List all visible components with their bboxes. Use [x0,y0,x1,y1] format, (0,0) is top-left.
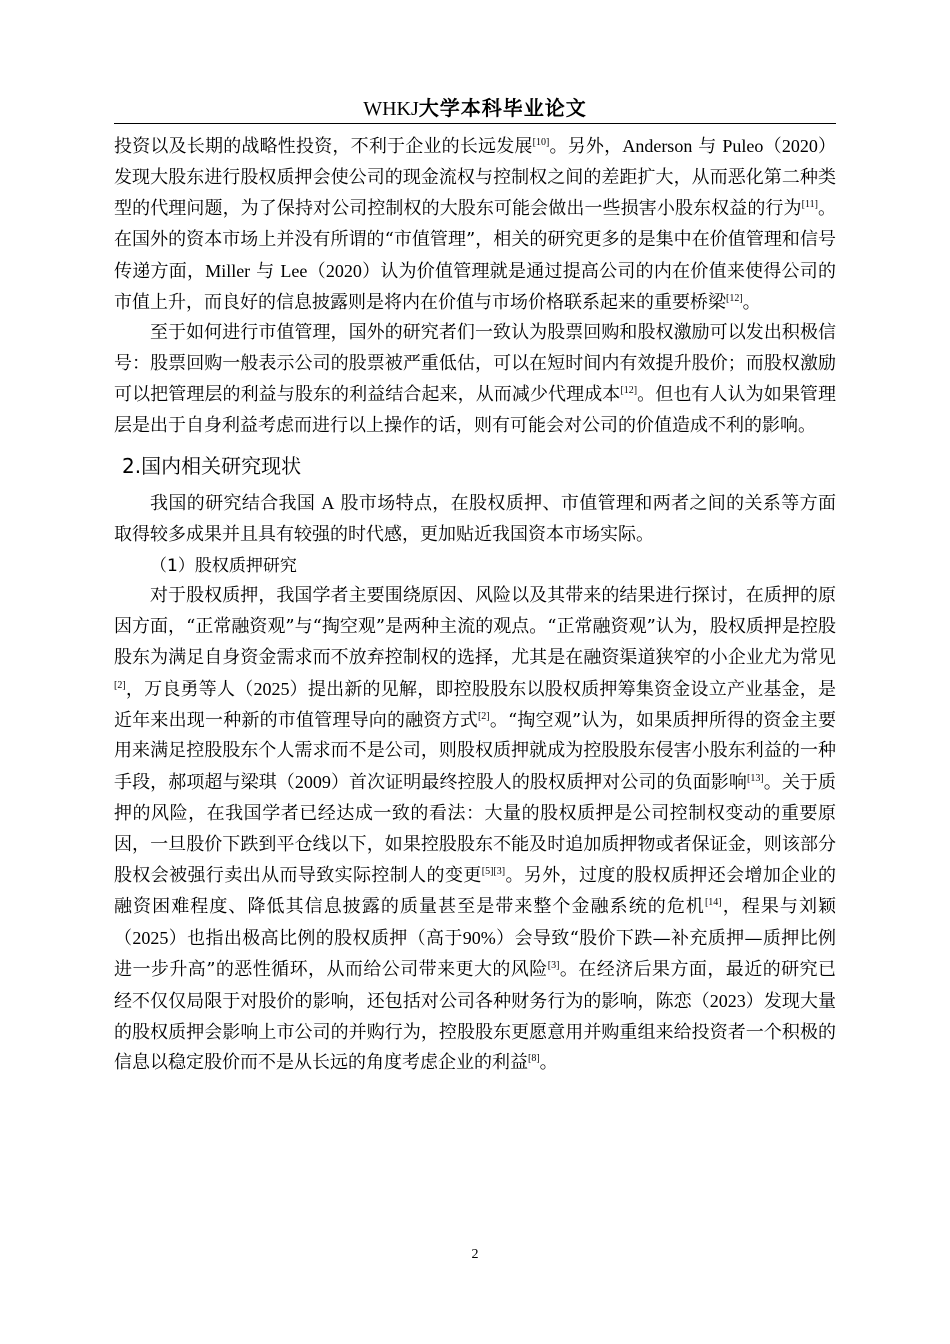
text-run: （ [307,260,326,282]
text-run: 对于股权质押，我国学者主要围绕原因、风险以及其带来的结果进行探讨，在质押的原因方面，“正常融资观”与“掏空观”是两种主流的观点。“正常融资观”认为，股权质押是控股股东为满足自身资金需求而不放弃控制权的选择，尤其是在融资渠道狭窄的小企业尤为常见 [114,584,836,668]
text-run: ）会导致“股价下跌—补充质押—质押比例进一步升高”的恶性循环，从而给公司带来更大的风险 [114,927,837,980]
citation: [13] [746,773,764,785]
citation: [3] [547,959,560,971]
header-rule [114,123,836,124]
text-run: 2020 [325,260,362,281]
text-run: ，万良勇等人（ [125,678,254,700]
citation: [11] [801,198,818,210]
text-run: 。关于质押的风险，在我国学者已经达成一致的看法：大量的股权质押是公司控制权变动的重要原因，一旦股价下跌到平仓线以下，如果控股股东不能及时追加质押物或者保证金，则该部分股权会被强行卖出从而导致实际控制人的变更 [114,772,837,887]
header-title: 大学本科毕业论文 [418,96,587,120]
paragraph-4 [114,581,836,1080]
citation: [10] [532,137,550,148]
text-run: 股市场特点，在股权质押、市值管理和两者之间的关系等方面取得较多成果并且具有较强的时代感，更加贴近我国资本市场实际。 [114,493,836,545]
paragraph-3 [114,488,836,551]
citation: [14] [704,896,722,908]
text-run: 2023 [709,990,746,1011]
text-run: 2020 [781,136,818,156]
text-run: 2009 [294,772,331,793]
section-heading: 2.国内相关研究现状 [122,454,302,479]
header-code: WHKJ [363,98,419,120]
text-run: Miller [205,260,251,281]
paragraph-2 [114,318,836,442]
text-run: 。“掏空观”认为，如果质押所得的资金主要用来满足控股股东个人需求而不是公司，则股权质押就成为控股股东侵害小股东利益的一种手段，郝项超与梁琪（ [114,709,837,794]
text-run: 投资以及长期的战略性投资，不利于企业的长远发展 [114,136,533,157]
text-run: A [321,493,335,514]
text-run: 。在经济后果方面，最近的研究已经不仅仅局限于对股价的影响，还包括对公司各种财务行为的影响，陈恋（ [114,958,837,1012]
citation: [2] [477,710,490,722]
text-run: ）首次证明最终控股人的股权质押对公司的负面影响 [330,772,747,794]
text-run: 。另外，过度的股权质押还会增加企业的融资困难程度、降低其信息披露的质量甚至是带来整个金融系统的危机 [114,865,837,917]
text-run: 。另外， [549,136,623,157]
text-run: （ [763,136,782,157]
text-run: 。但也有人认为如果管理层是出于自身利益考虑而进行以上操作的话，则有可能会对公司的价值造成不利的影响。 [114,384,837,437]
text-run: ）也指出极高比例的股权质押（高于 [168,927,463,949]
text-run: ，程果与刘颖（ [114,895,837,949]
text-run: ）发现大量的股权质押会影响上市公司的并购行为，控股股东更愿意用并购重组来给投资者一个积极的信息以稳定股价而不是从长远的角度考虑企业的利益 [114,990,836,1074]
page-number: 2 [471,1247,479,1262]
text-run: ）提出新的见解，即控股股东以股权质押筹集资金设立产业基金，是近年来出现一种新的市值管理导向的融资方式 [114,678,837,731]
text-run: 2025 [253,678,290,699]
paragraph-1 [114,131,836,318]
subsection-heading: （1）股权质押研究 [150,555,297,576]
text-run: 2025 [132,927,169,948]
text-run: 90% [462,927,496,948]
text-run: Anderson [622,136,693,156]
text-run: 。 [539,1052,558,1074]
citation: [2] [114,679,126,691]
text-run: 与 [256,260,275,282]
text-run: 。在国外的资本市场上并没有所谓的“市值管理”，相关的研究更多的是集中在价值管理和信号传递方面， [114,197,837,282]
text-run: 。 [742,291,761,313]
text-run: Lee [280,260,308,281]
text-run: 至于如何进行市值管理，国外的研究者们一致认为股票回购和股权激励可以发出积极信号：股票回购一般表示公司的股票被严重低估，可以在短时间内有效提升股价；而股权激励可以把管理层的利益与股东的利益结合起来，从而减少代理成本 [114,322,836,406]
text-run: ）认为价值管理就是通过提高公司的内在价值来使得公司的市值上升，而良好的信息披露则是将内在价值与市场价格联系起来的重要桥梁 [114,260,837,313]
text-run: 与 [698,136,717,157]
text-run: Puleo [722,136,764,156]
citation: [8] [528,1053,540,1065]
body-text [114,131,836,1079]
citation: [12] [620,385,638,397]
citation: [12] [726,292,743,304]
page-header [114,94,836,122]
citation: [5][3] [481,866,506,878]
text-run: 我国的研究结合我国 [150,493,316,515]
text-run: ）发现大股东进行股权质押会使公司的现金流权与控制权之间的差距扩大，从而恶化第二种类型的代理问题，为了保持对公司控制权的大股东可能会做出一些损害小股东权益的行为 [114,136,837,219]
